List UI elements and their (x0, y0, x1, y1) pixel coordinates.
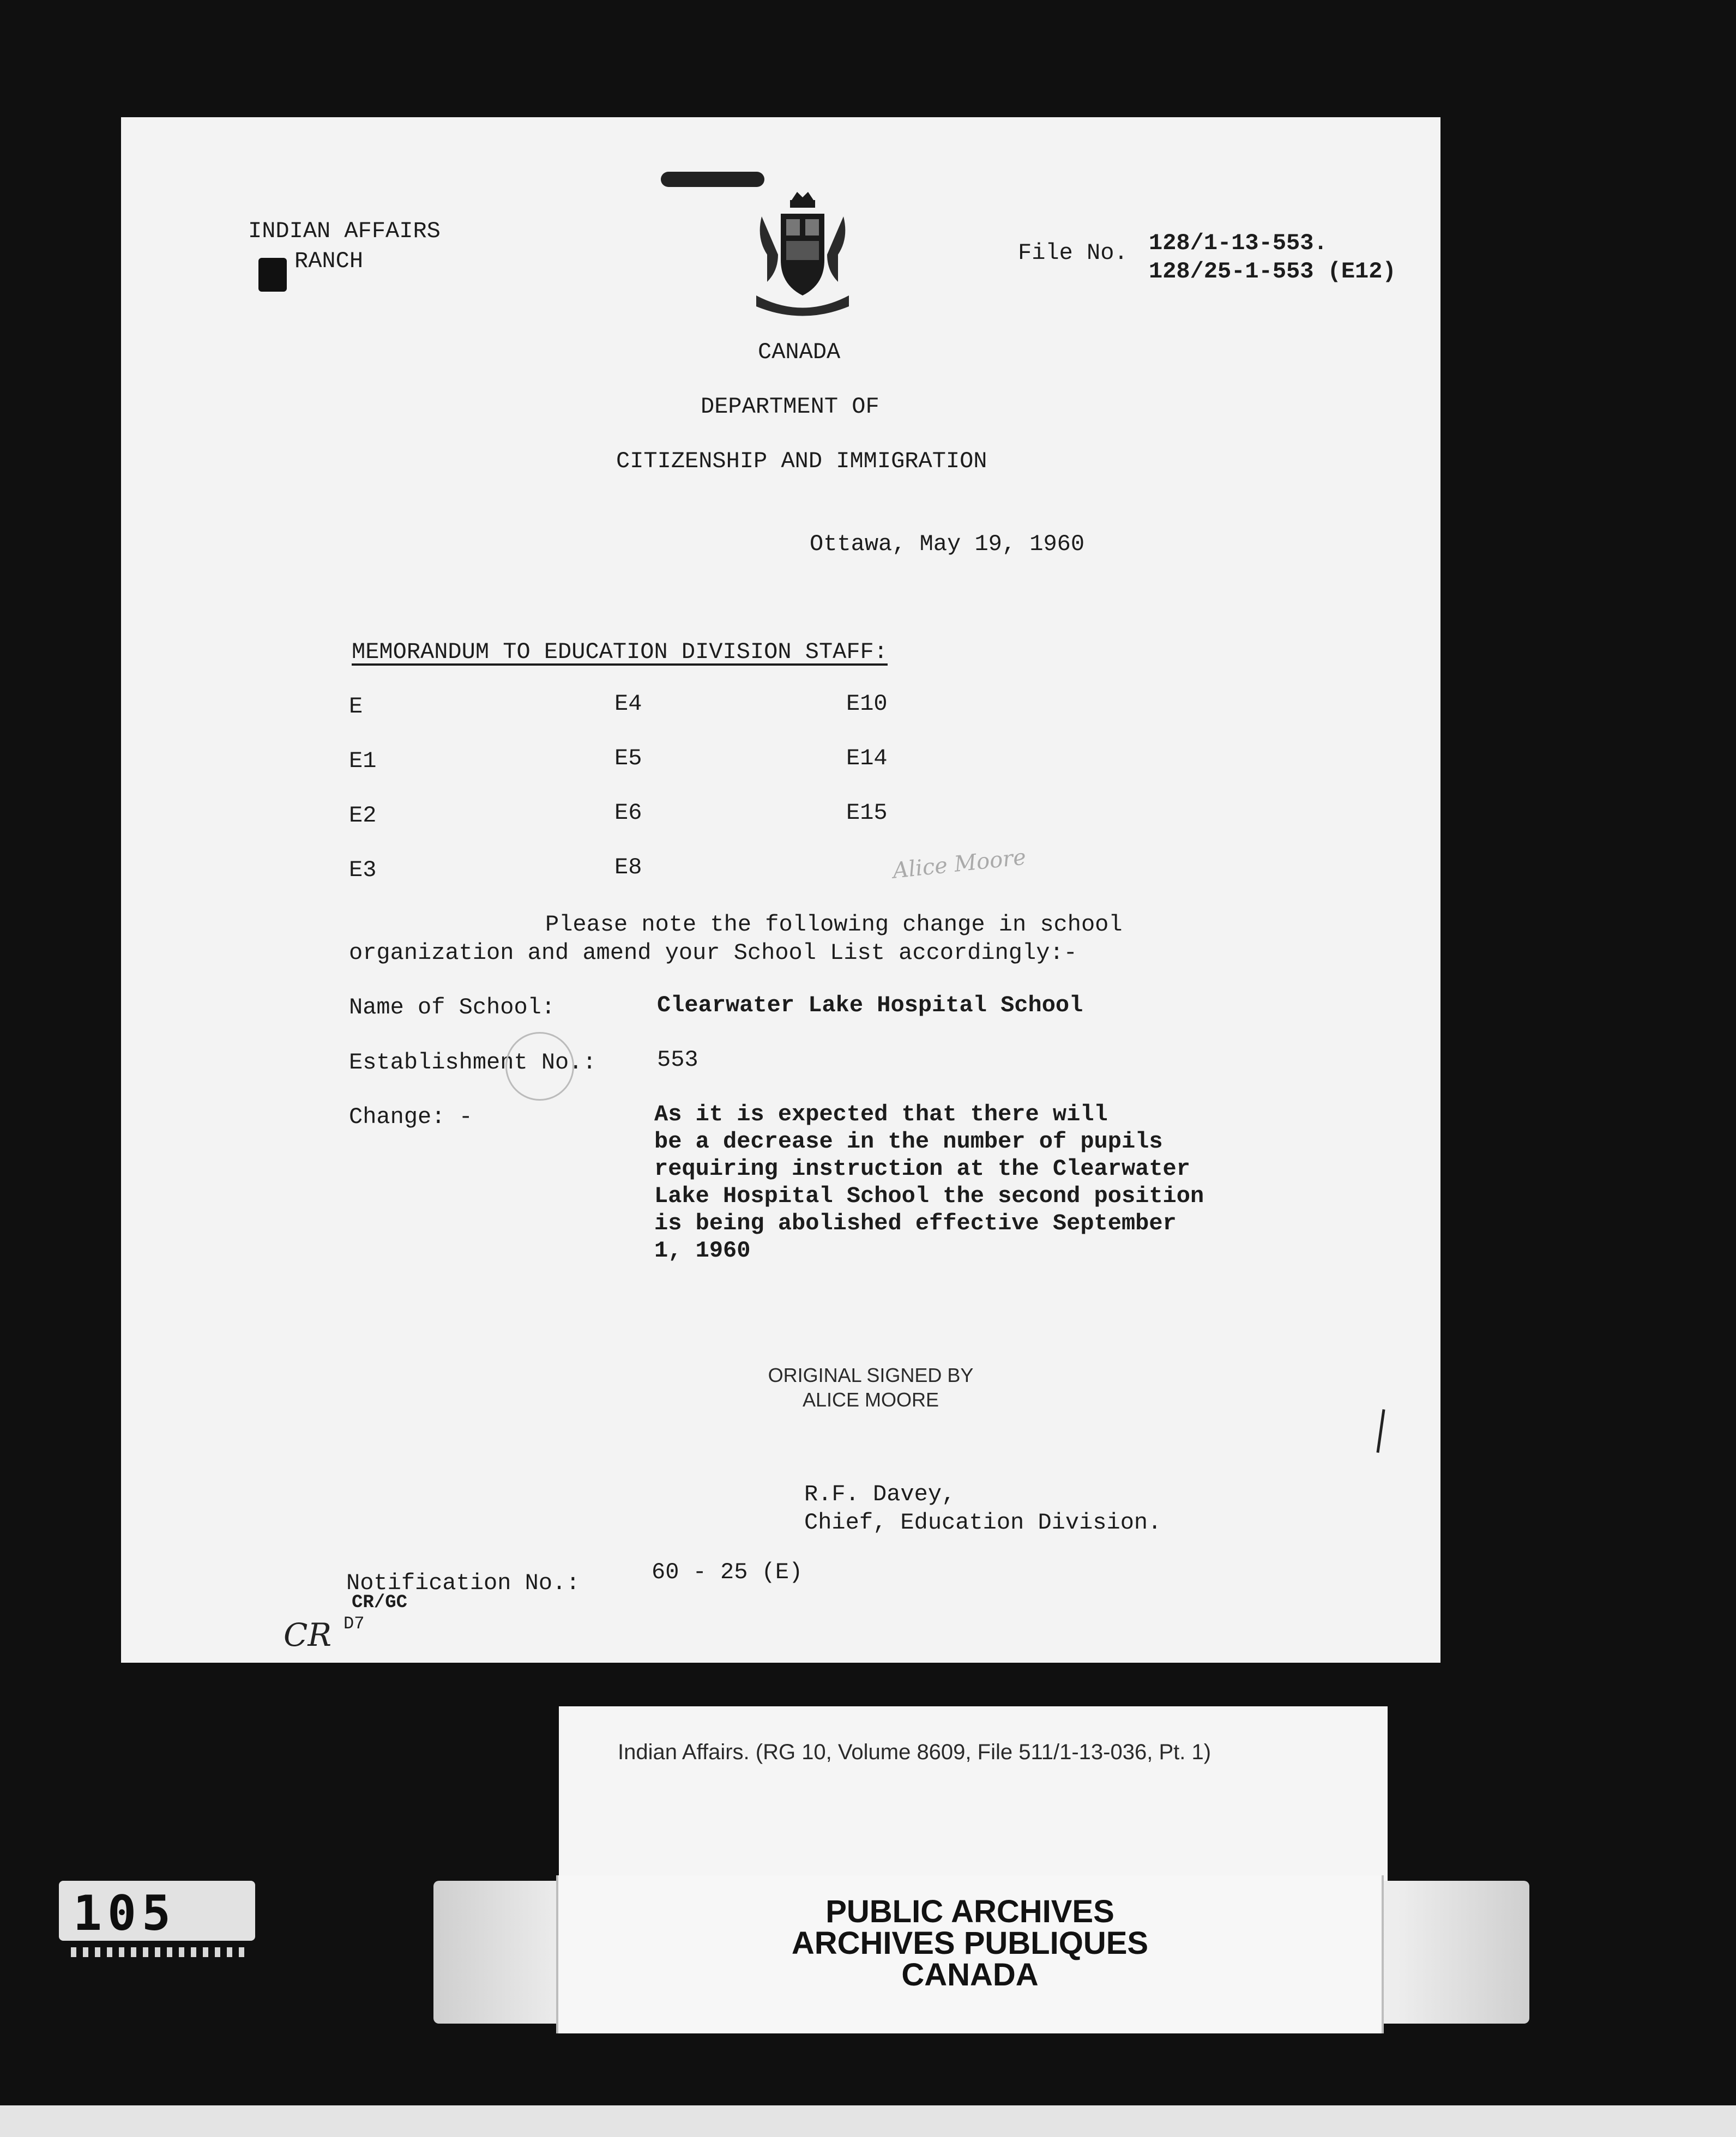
file-number-2: 128/25-1-553 (E12) (1149, 258, 1396, 285)
redaction-mark (258, 258, 287, 292)
memo-heading: MEMORANDUM TO EDUCATION DIVISION STAFF: (352, 639, 888, 665)
distribution-code: E14 (846, 745, 888, 771)
school-value: Clearwater Lake Hospital School (657, 992, 1083, 1018)
change-label: Change: - (349, 1104, 473, 1130)
distribution-code: E2 (349, 802, 377, 829)
branch-line-1: INDIAN AFFAIRS (248, 218, 441, 244)
frame-counter (59, 1881, 255, 1941)
signatory-title: Chief, Education Division. (804, 1510, 1162, 1536)
distribution-code: E15 (846, 800, 888, 826)
archive-citation-card (559, 1706, 1388, 1881)
school-label: Name of School: (349, 994, 556, 1021)
change-line: Lake Hospital School the second position (654, 1183, 1204, 1209)
handwritten-note: Alice Moore (891, 844, 1027, 884)
film-sprockets (71, 1947, 251, 1957)
establishment-value: 553 (657, 1047, 698, 1073)
department-line-2: CITIZENSHIP AND IMMIGRATION (616, 448, 987, 474)
distribution-code: E10 (846, 691, 888, 717)
notification-value: 60 - 25 (E) (652, 1559, 803, 1585)
memo-page (121, 117, 1440, 1663)
ink-smudge (661, 172, 764, 187)
change-line: 1, 1960 (654, 1237, 751, 1264)
intro-line-2: organization and amend your School List accordingly:- (349, 940, 1077, 966)
stamp-line-1: ORIGINAL SIGNED BY (768, 1364, 974, 1386)
archive-line-2: ARCHIVES PUBLIQUES (791, 1925, 1149, 1961)
initials-line-1: CR/GC (352, 1592, 408, 1613)
change-line: requiring instruction at the Clearwater (654, 1156, 1190, 1182)
signature-stamp (756, 1363, 985, 1412)
distribution-code: E6 (614, 800, 642, 826)
department-line-1: DEPARTMENT OF (701, 394, 879, 420)
change-line: be a decrease in the number of pupils (654, 1128, 1163, 1155)
distribution-code: E3 (349, 857, 377, 883)
distribution-code: E1 (349, 748, 377, 774)
change-line: is being abolished effective September (654, 1210, 1177, 1236)
date-line: Ottawa, May 19, 1960 (810, 531, 1085, 557)
distribution-code: E5 (614, 745, 642, 771)
notification-label: Notification No.: (346, 1570, 580, 1596)
pencil-mark (1376, 1409, 1385, 1453)
country-line: CANADA (758, 339, 841, 365)
file-number-1: 128/1-13-553. (1149, 230, 1328, 256)
distribution-code: E4 (614, 691, 642, 717)
handwritten-initials: CR (284, 1616, 332, 1653)
change-line: As it is expected that there will (654, 1101, 1108, 1127)
archive-line-3: CANADA (901, 1957, 1039, 1993)
initials-line-2: D7 (343, 1614, 365, 1634)
coat-of-arms-icon (745, 189, 860, 320)
signatory-name: R.F. Davey, (804, 1481, 956, 1507)
archive-citation: Indian Affairs. (RG 10, Volume 8609, File 511/1-13-036, Pt. 1) (618, 1740, 1211, 1764)
stamp-line-2: ALICE MOORE (802, 1389, 939, 1411)
punch-hole-mark (505, 1032, 574, 1101)
film-edge (0, 2105, 1736, 2137)
distribution-code: E8 (614, 854, 642, 880)
distribution-code: E (349, 693, 363, 720)
establishment-label: Establishment No.: (349, 1049, 596, 1076)
archive-stamp (556, 1875, 1384, 2033)
file-label: File No. (1018, 240, 1128, 266)
intro-line-1: Please note the following change in school (545, 911, 1123, 938)
branch-line-2: RANCH (294, 248, 364, 274)
archive-line-1: PUBLIC ARCHIVES (825, 1894, 1114, 1929)
frame-number: 105 (73, 1885, 176, 1941)
archive-tape (433, 1881, 1529, 2024)
